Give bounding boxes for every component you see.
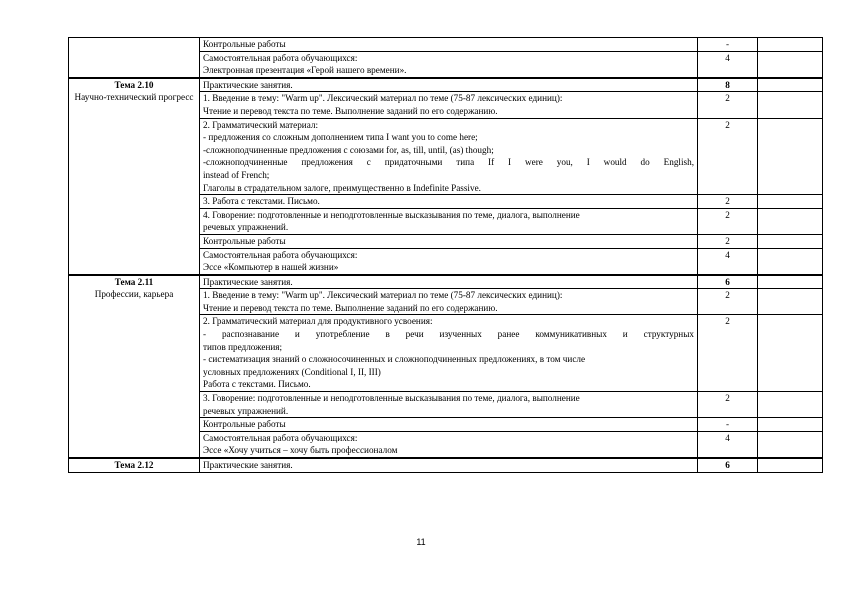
level-cell [758,234,823,248]
topic-cell [69,78,200,275]
content-cell [200,51,698,78]
level-cell [758,458,823,472]
content-line: условных предложениях (Conditional I, II, III) [203,366,381,377]
level-cell [758,92,823,118]
level-cell [758,51,823,78]
content-line: речевых упражнений. [203,405,289,416]
hours-cell: - [698,418,758,432]
content-line: Самостоятельная работа обучающихся: [203,52,358,63]
curriculum-table-body [69,38,823,473]
content-line: 2. Грамматический материал для продуктивного усвоения: [203,316,433,327]
content-cell [200,38,698,52]
table-row [69,275,823,289]
level-cell [758,392,823,418]
table-row [69,458,823,472]
content-cell [200,418,698,432]
hours-cell: 6 [698,458,758,472]
level-cell [758,195,823,209]
content-line: Контрольные работы [203,39,286,49]
content-line: Чтение и перевод текста по теме. Выполнение заданий по его содержанию. [203,302,498,313]
content-line: 3. Работа с текстами. Письмо. [203,196,320,207]
content-line: - распознавание и употребление в речи изученных ранее коммуникативных и структурных [203,329,694,340]
content-cell [200,458,698,472]
content-line: Практические занятия. [203,276,293,287]
content-cell [200,392,698,418]
hours-cell: 4 [698,431,758,458]
level-cell [758,118,823,195]
hours-cell: 2 [698,315,758,392]
topic-subtitle: Научно-технический прогресс [74,92,194,103]
content-cell [200,92,698,118]
content-line: 3. Говорение: подготовленные и неподготовленные высказывания по теме, диалога, выполнение [203,393,580,404]
content-cell [200,118,698,195]
content-line: Контрольные работы [203,419,286,430]
content-line: Практические занятия. [203,79,293,90]
level-cell [758,431,823,458]
level-cell [758,38,823,52]
content-line: 1. Введение в тему: "Warm up". Лексический материал по теме (75-87 лексических единиц): [203,290,563,301]
level-cell [758,418,823,432]
content-cell [200,431,698,458]
level-cell [758,275,823,289]
hours-cell: 2 [698,234,758,248]
hours-cell: 4 [698,51,758,78]
content-line: Контрольные работы [203,235,286,246]
level-cell [758,289,823,315]
topic-cell [69,458,200,472]
content-line: instead of French; [203,169,270,180]
content-line: 1. Введение в тему: "Warm up". Лексический материал по теме (75-87 лексических единиц): [203,93,563,104]
level-cell [758,248,823,275]
curriculum-table [68,37,823,473]
content-cell [200,195,698,209]
content-line: Работа с текстами. Письмо. [203,379,311,390]
level-cell [758,208,823,234]
hours-cell: 2 [698,208,758,234]
content-cell [200,289,698,315]
hours-cell: 2 [698,195,758,209]
content-line: Самостоятельная работа обучающихся: [203,432,358,443]
hours-cell: 2 [698,118,758,195]
content-line: Чтение и перевод текста по теме. Выполнение заданий по его содержанию. [203,105,498,116]
table-row [69,78,823,92]
content-line: Практические занятия. [203,460,293,470]
topic-title: Тема 2.11 [114,276,154,287]
content-cell [200,315,698,392]
topic-cell [69,38,200,78]
content-line: Самостоятельная работа обучающихся: [203,249,358,260]
topic-title: Тема 2.10 [114,79,154,90]
hours-cell: 4 [698,248,758,275]
content-line: -сложноподчиненные предложения с придаточными типа If I were you, I would do English, [203,157,694,168]
content-line: Эссе «Компьютер в нашей жизни» [203,262,339,273]
hours-cell: 2 [698,289,758,315]
topic-title: Тема 2.12 [114,460,154,470]
level-cell [758,315,823,392]
content-line: - систематизация знаний о сложносочиненных и сложноподчиненных предложениях, в том числе [203,354,586,365]
level-cell [758,78,823,92]
topic-cell [69,275,200,458]
content-line: речевых упражнений. [203,222,289,233]
hours-cell: 6 [698,275,758,289]
content-line: - предложения со сложным дополнением типа I want you to come here; [203,132,478,143]
page-number: 11 [416,537,426,547]
hours-cell: 2 [698,92,758,118]
content-line: 4. Говорение: подготовленные и неподготовленные высказывания по теме, диалога, выполнение [203,209,580,220]
content-cell [200,248,698,275]
content-line: типов предложения; [203,341,283,352]
hours-cell: 2 [698,392,758,418]
content-line: Глаголы в страдательном залоге, преимущественно в Indefinite Passive. [203,182,481,193]
table-row [69,38,823,52]
content-cell [200,78,698,92]
content-line: 2. Грамматический материал: [203,119,319,130]
content-cell [200,275,698,289]
hours-cell: 8 [698,78,758,92]
content-cell [200,208,698,234]
content-cell [200,234,698,248]
content-line: Эссе «Хочу учиться – хочу быть профессионалом [203,445,398,456]
content-line: -сложноподчиненные предложения с союзами for, as, till, until, (as) though; [203,144,494,155]
topic-subtitle: Профессии, карьера [94,289,174,300]
content-line: Электронная презентация «Герой нашего времени». [203,65,407,76]
hours-cell: - [698,38,758,52]
